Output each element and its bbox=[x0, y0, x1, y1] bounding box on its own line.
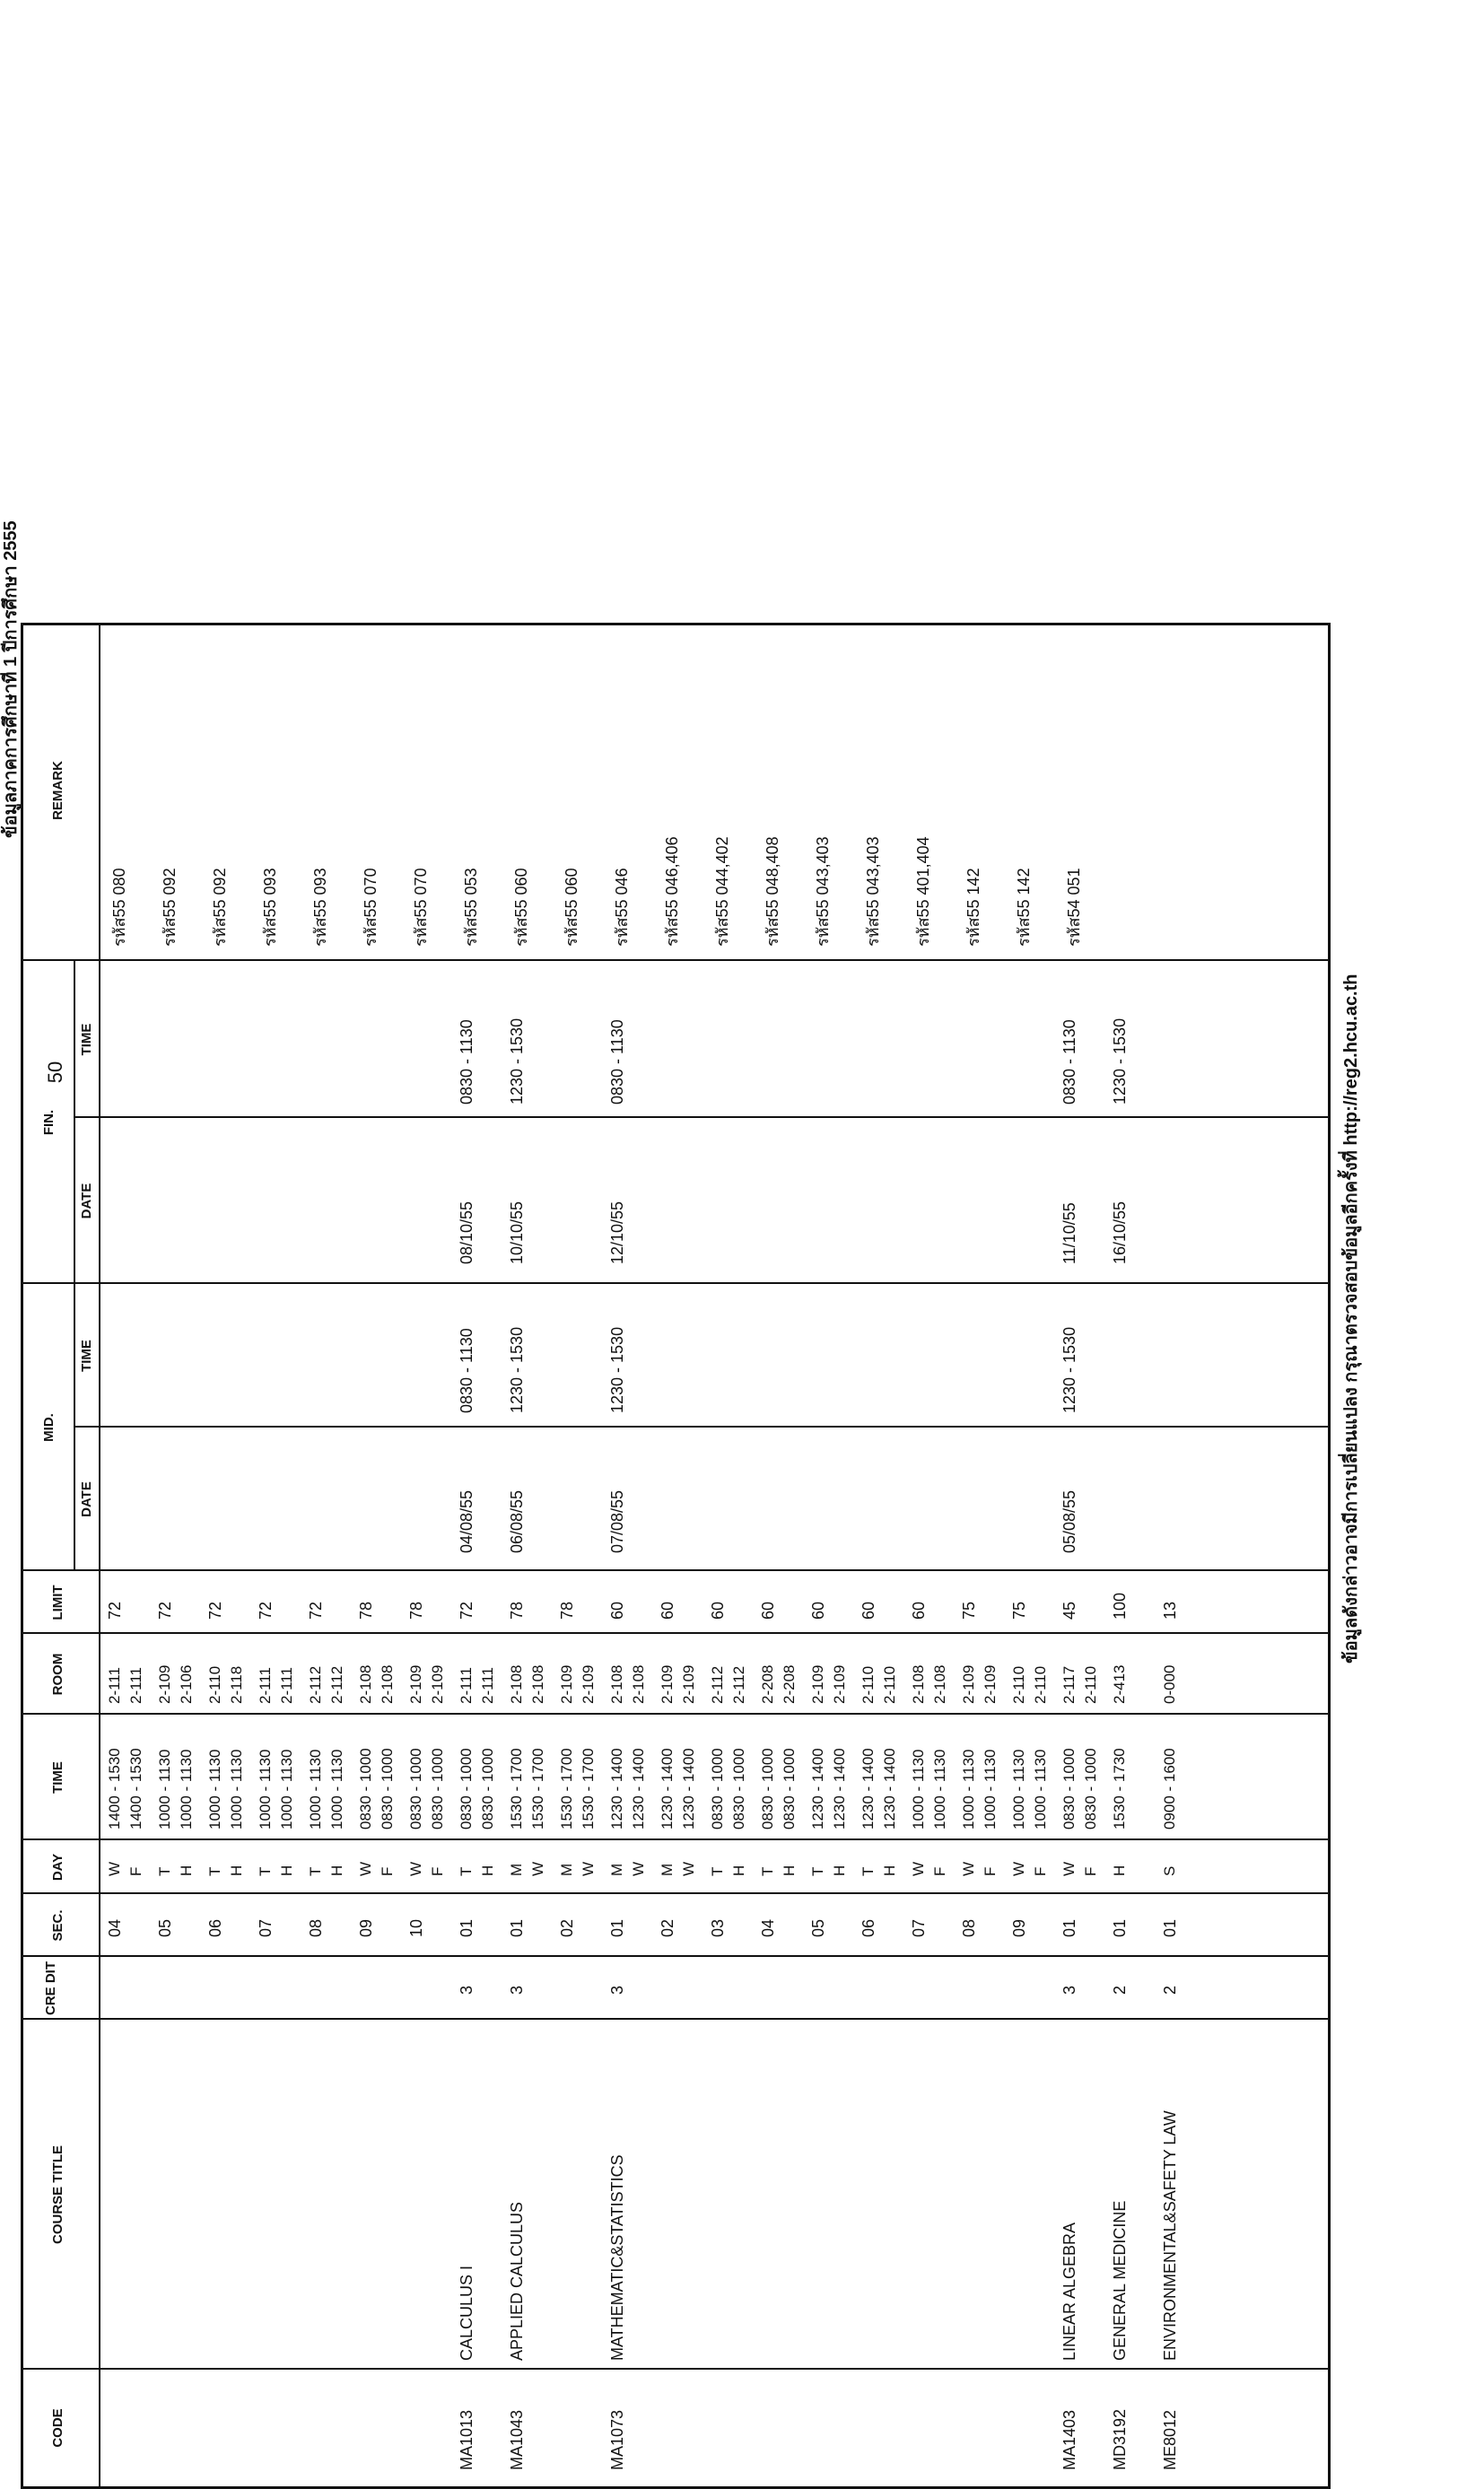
room: 2-108 bbox=[357, 1664, 374, 1704]
class-time: 1000 - 1130 bbox=[982, 1749, 999, 1830]
class-time: 0830 - 1000 bbox=[1082, 1748, 1099, 1830]
section: 10 bbox=[407, 1918, 425, 1937]
limit: 72 bbox=[307, 1601, 325, 1620]
day: T bbox=[860, 1866, 877, 1876]
credit: 3 bbox=[458, 1985, 476, 1995]
section: 05 bbox=[809, 1918, 827, 1937]
room: 2-110 bbox=[1082, 1665, 1099, 1704]
room: 2-117 bbox=[1061, 1665, 1078, 1704]
room: 2-108 bbox=[508, 1664, 525, 1704]
section: 01 bbox=[508, 1918, 526, 1937]
course-title: LINEAR ALGEBRA bbox=[1061, 2222, 1078, 2361]
limit: 72 bbox=[458, 1601, 476, 1620]
day: T bbox=[759, 1866, 776, 1876]
limit: 75 bbox=[960, 1601, 978, 1620]
section: 09 bbox=[357, 1918, 375, 1937]
remark: รหัส55 080 bbox=[110, 868, 128, 947]
day: M bbox=[659, 1863, 676, 1876]
semester-header-note: ข้อมูลภาคการศึกษาที่ 1 ปีการศึกษา 2555 bbox=[1, 520, 21, 838]
remark: รหัส55 092 bbox=[211, 868, 229, 947]
section: 06 bbox=[860, 1918, 877, 1937]
day: T bbox=[709, 1866, 726, 1876]
day: T bbox=[307, 1866, 324, 1876]
section: 09 bbox=[1010, 1918, 1028, 1937]
room: 2-109 bbox=[156, 1664, 173, 1704]
room: 2-108 bbox=[379, 1664, 396, 1704]
section: 02 bbox=[659, 1918, 677, 1937]
fin-date-header: DATE bbox=[79, 1183, 94, 1219]
limit: 78 bbox=[558, 1601, 576, 1620]
remark: รหัส55 043,403 bbox=[814, 836, 832, 947]
limit: 78 bbox=[508, 1601, 526, 1620]
day: T bbox=[458, 1866, 475, 1876]
class-time: 1000 - 1130 bbox=[328, 1749, 345, 1830]
room: 2-109 bbox=[558, 1664, 575, 1704]
class-time: 1000 - 1130 bbox=[1032, 1749, 1049, 1830]
day: W bbox=[106, 1861, 123, 1876]
credit: 3 bbox=[1061, 1985, 1078, 1995]
day: H bbox=[730, 1865, 747, 1876]
room: 2-112 bbox=[328, 1665, 345, 1704]
remark: รหัส55 046,406 bbox=[663, 836, 681, 947]
code-header: CODE bbox=[50, 2408, 65, 2448]
day: H bbox=[328, 1865, 345, 1876]
class-time: 1230 - 1400 bbox=[680, 1748, 697, 1830]
class-time: 1000 - 1130 bbox=[307, 1749, 324, 1830]
course-code: ME8012 bbox=[1161, 2409, 1179, 2470]
day: W bbox=[407, 1861, 424, 1876]
room: 2-110 bbox=[206, 1665, 223, 1704]
fin-header: FIN. bbox=[41, 1109, 57, 1136]
mid-time: 1230 - 1530 bbox=[508, 1326, 526, 1413]
class-time: 1000 - 1130 bbox=[178, 1749, 195, 1830]
day: H bbox=[479, 1865, 496, 1876]
day: F bbox=[982, 1866, 999, 1876]
class-time: 1230 - 1400 bbox=[831, 1748, 848, 1830]
class-time: 1230 - 1400 bbox=[659, 1748, 676, 1830]
class-time: 1400 - 1530 bbox=[127, 1748, 144, 1830]
class-time: 1000 - 1130 bbox=[206, 1749, 223, 1830]
limit: 60 bbox=[608, 1601, 626, 1620]
course-title: APPLIED CALCULUS bbox=[508, 2201, 526, 2361]
limit: 60 bbox=[860, 1601, 877, 1620]
course-code: MD3192 bbox=[1111, 2408, 1129, 2470]
limit: 45 bbox=[1061, 1601, 1078, 1620]
room: 2-111 bbox=[106, 1667, 123, 1704]
day: T bbox=[257, 1866, 274, 1876]
day: T bbox=[809, 1866, 826, 1876]
limit: 72 bbox=[206, 1601, 224, 1620]
section: 07 bbox=[257, 1918, 275, 1937]
remark: รหัส55 092 bbox=[161, 868, 179, 947]
course-title: MATHEMATIC&STATISTICS bbox=[608, 2154, 626, 2361]
class-time: 0830 - 1000 bbox=[709, 1748, 726, 1830]
day: W bbox=[960, 1861, 977, 1876]
day: W bbox=[357, 1861, 374, 1876]
class-time: 1000 - 1130 bbox=[257, 1749, 274, 1830]
section: 08 bbox=[307, 1918, 325, 1937]
remark: รหัส55 070 bbox=[412, 868, 430, 947]
course-code: MA1043 bbox=[508, 2409, 526, 2470]
remark: รหัส55 142 bbox=[1015, 868, 1033, 947]
class-time: 1230 - 1400 bbox=[860, 1748, 877, 1830]
schedule-sheet bbox=[1, 520, 1361, 2489]
remark: รหัส55 142 bbox=[965, 868, 982, 947]
mid-time: 1230 - 1530 bbox=[608, 1326, 626, 1413]
fin-time: 1230 - 1530 bbox=[1111, 1017, 1129, 1105]
room: 2-109 bbox=[831, 1664, 848, 1704]
day-header: DAY bbox=[50, 1853, 65, 1882]
limit: 72 bbox=[106, 1601, 124, 1620]
day: S bbox=[1161, 1865, 1178, 1876]
class-time: 1530 - 1700 bbox=[508, 1748, 525, 1830]
day: M bbox=[608, 1863, 625, 1876]
fin-date: 16/10/55 bbox=[1111, 1201, 1129, 1264]
day: W bbox=[580, 1861, 597, 1876]
remark: รหัส55 060 bbox=[512, 868, 530, 947]
fin-time: 0830 - 1130 bbox=[458, 1019, 476, 1105]
section: 01 bbox=[1061, 1918, 1078, 1937]
course-code: MA1403 bbox=[1061, 2409, 1078, 2470]
course-title-header: COURSE TITLE bbox=[50, 2145, 65, 2245]
section: 01 bbox=[608, 1918, 626, 1937]
limit: 72 bbox=[156, 1601, 174, 1620]
room: 2-109 bbox=[429, 1664, 446, 1704]
room: 2-413 bbox=[1111, 1664, 1128, 1704]
mid-time: 1230 - 1530 bbox=[1061, 1326, 1078, 1413]
section: 01 bbox=[458, 1918, 476, 1937]
room: 2-110 bbox=[1032, 1665, 1049, 1704]
class-time: 1000 - 1130 bbox=[931, 1749, 948, 1830]
class-time: 1530 - 1730 bbox=[1111, 1748, 1128, 1830]
day: W bbox=[1010, 1861, 1027, 1876]
limit: 60 bbox=[910, 1601, 928, 1620]
day: W bbox=[630, 1861, 647, 1876]
credit: 2 bbox=[1161, 1985, 1179, 1995]
limit: 13 bbox=[1161, 1601, 1179, 1620]
day: H bbox=[781, 1865, 798, 1876]
course-code: MA1013 bbox=[458, 2409, 476, 2470]
room: 0-000 bbox=[1161, 1664, 1178, 1704]
day: T bbox=[156, 1866, 173, 1876]
class-time: 1230 - 1400 bbox=[608, 1748, 625, 1830]
limit: 72 bbox=[257, 1601, 275, 1620]
fin-date: 11/10/55 bbox=[1061, 1202, 1078, 1264]
room: 2-111 bbox=[278, 1667, 295, 1704]
limit-header: LIMIT bbox=[50, 1585, 65, 1620]
time-header: TIME bbox=[50, 1761, 65, 1794]
remark: รหัส55 048,408 bbox=[764, 836, 781, 947]
limit: 100 bbox=[1111, 1592, 1129, 1620]
room: 2-108 bbox=[529, 1664, 546, 1704]
remark: รหัส55 093 bbox=[261, 868, 279, 947]
limit: 78 bbox=[357, 1601, 375, 1620]
course-title: ENVIRONMENTAL&SAFETY LAW bbox=[1161, 2110, 1179, 2361]
day: F bbox=[379, 1866, 396, 1876]
mid-date: 06/08/55 bbox=[508, 1489, 526, 1553]
class-time: 0830 - 1000 bbox=[479, 1748, 496, 1830]
day: F bbox=[127, 1866, 144, 1876]
room: 2-109 bbox=[680, 1664, 697, 1704]
section: 01 bbox=[1111, 1918, 1129, 1937]
day: H bbox=[228, 1865, 245, 1876]
sec-header: SEC. bbox=[50, 1909, 65, 1942]
fin-date: 12/10/55 bbox=[608, 1201, 626, 1264]
day: W bbox=[680, 1861, 697, 1876]
room: 2-118 bbox=[228, 1665, 245, 1704]
mid-date: 05/08/55 bbox=[1061, 1489, 1078, 1553]
mid-header: MID. bbox=[41, 1413, 57, 1442]
mid-time-header: TIME bbox=[79, 1340, 94, 1372]
remark: รหัส55 044,402 bbox=[713, 836, 731, 947]
limit: 60 bbox=[659, 1601, 677, 1620]
class-time: 1000 - 1130 bbox=[960, 1749, 977, 1830]
room: 2-109 bbox=[659, 1664, 676, 1704]
footer-note: ข้อมูลดังกล่าวอาจมีการเปลี่ยนแปลง กรุณาตรวจสอบข้อมูลอีกครั้งที่ http://reg2.hcu.ac.th bbox=[1341, 974, 1361, 1664]
class-time: 0900 - 1600 bbox=[1161, 1748, 1178, 1830]
section: 01 bbox=[1161, 1918, 1179, 1937]
course-code: MA1073 bbox=[608, 2409, 626, 2470]
room: 2-108 bbox=[910, 1664, 927, 1704]
credit: 3 bbox=[608, 1985, 626, 1995]
fin-time: 0830 - 1130 bbox=[608, 1019, 626, 1105]
limit: 60 bbox=[759, 1601, 777, 1620]
page-number: 50 bbox=[44, 1061, 67, 1084]
class-time: 1230 - 1400 bbox=[881, 1748, 898, 1830]
room: 2-108 bbox=[608, 1664, 625, 1704]
remark: รหัส55 401,404 bbox=[914, 836, 932, 947]
section: 02 bbox=[558, 1918, 576, 1937]
room: 2-110 bbox=[860, 1665, 877, 1704]
fin-time-header: TIME bbox=[79, 1023, 94, 1056]
day: W bbox=[1061, 1861, 1078, 1876]
room: 2-108 bbox=[931, 1664, 948, 1704]
room: 2-109 bbox=[960, 1664, 977, 1704]
course-title: GENERAL MEDICINE bbox=[1111, 2200, 1129, 2361]
day: H bbox=[831, 1865, 848, 1876]
day: F bbox=[1082, 1866, 1099, 1876]
room: 2-111 bbox=[257, 1667, 274, 1704]
course-title: CALCULUS I bbox=[458, 2265, 476, 2361]
fin-date: 08/10/55 bbox=[458, 1201, 476, 1264]
day: H bbox=[178, 1865, 195, 1876]
remark: รหัส55 070 bbox=[362, 868, 380, 947]
day: H bbox=[1111, 1865, 1128, 1876]
section: 03 bbox=[709, 1918, 727, 1937]
section: 08 bbox=[960, 1918, 978, 1937]
class-time: 0830 - 1000 bbox=[1061, 1748, 1078, 1830]
class-time: 1530 - 1700 bbox=[580, 1748, 597, 1830]
class-time: 0830 - 1000 bbox=[730, 1748, 747, 1830]
room: 2-109 bbox=[580, 1664, 597, 1704]
mid-date: 07/08/55 bbox=[608, 1489, 626, 1553]
room: 2-112 bbox=[730, 1665, 747, 1704]
limit: 75 bbox=[1010, 1601, 1028, 1620]
remark: รหัส55 046 bbox=[613, 868, 631, 947]
limit: 60 bbox=[809, 1601, 827, 1620]
class-time: 1230 - 1400 bbox=[630, 1748, 647, 1830]
section: 05 bbox=[156, 1918, 174, 1937]
mid-date: 04/08/55 bbox=[458, 1489, 476, 1553]
room: 2-111 bbox=[458, 1667, 475, 1704]
credit: 2 bbox=[1111, 1985, 1129, 1995]
day: T bbox=[206, 1866, 223, 1876]
credit: 3 bbox=[508, 1985, 526, 1995]
room: 2-110 bbox=[881, 1665, 898, 1704]
credit-header: CRE DIT bbox=[43, 1961, 58, 2015]
room: 2-109 bbox=[809, 1664, 826, 1704]
class-time: 0830 - 1000 bbox=[379, 1748, 396, 1830]
class-time: 0830 - 1000 bbox=[759, 1748, 776, 1830]
class-time: 1000 - 1130 bbox=[910, 1749, 927, 1830]
day: F bbox=[931, 1866, 948, 1876]
section: 04 bbox=[106, 1918, 124, 1937]
remark-header: REMARK bbox=[50, 761, 65, 820]
room: 2-109 bbox=[407, 1664, 424, 1704]
class-time: 0830 - 1000 bbox=[407, 1748, 424, 1830]
day: M bbox=[558, 1863, 575, 1876]
room: 2-111 bbox=[479, 1667, 496, 1704]
mid-time: 0830 - 1130 bbox=[458, 1328, 476, 1413]
class-time: 1000 - 1130 bbox=[278, 1749, 295, 1830]
day: F bbox=[429, 1866, 446, 1876]
room: 2-111 bbox=[127, 1667, 144, 1704]
mid-date-header: DATE bbox=[79, 1481, 94, 1517]
room: 2-208 bbox=[759, 1664, 776, 1704]
day: F bbox=[1032, 1866, 1049, 1876]
schedule-table bbox=[21, 623, 1331, 2489]
room: 2-112 bbox=[709, 1665, 726, 1704]
day: M bbox=[508, 1863, 525, 1876]
class-time: 0830 - 1000 bbox=[781, 1748, 798, 1830]
class-time: 1400 - 1530 bbox=[106, 1748, 123, 1830]
room: 2-208 bbox=[781, 1664, 798, 1704]
section: 06 bbox=[206, 1918, 224, 1937]
remark: รหัส54 051 bbox=[1065, 868, 1083, 947]
remark: รหัส55 043,403 bbox=[864, 836, 882, 947]
day: H bbox=[881, 1865, 898, 1876]
class-time: 1530 - 1700 bbox=[558, 1748, 575, 1830]
class-time: 1000 - 1130 bbox=[1010, 1749, 1027, 1830]
day: W bbox=[910, 1861, 927, 1876]
limit: 78 bbox=[407, 1601, 425, 1620]
remark: รหัส55 053 bbox=[462, 868, 480, 947]
room: 2-106 bbox=[178, 1664, 195, 1704]
class-time: 1000 - 1130 bbox=[156, 1749, 173, 1830]
room: 2-108 bbox=[630, 1664, 647, 1704]
room: 2-112 bbox=[307, 1665, 324, 1704]
section: 04 bbox=[759, 1918, 777, 1937]
day: H bbox=[278, 1865, 295, 1876]
class-time: 0830 - 1000 bbox=[458, 1748, 475, 1830]
remark: รหัส55 060 bbox=[563, 868, 581, 947]
remark: รหัส55 093 bbox=[311, 868, 329, 947]
room: 2-110 bbox=[1010, 1665, 1027, 1704]
class-time: 0830 - 1000 bbox=[429, 1748, 446, 1830]
class-time: 1230 - 1400 bbox=[809, 1748, 826, 1830]
fin-date: 10/10/55 bbox=[508, 1201, 526, 1264]
section: 07 bbox=[910, 1918, 928, 1937]
room-header: ROOM bbox=[50, 1653, 65, 1696]
limit: 60 bbox=[709, 1601, 727, 1620]
fin-time: 1230 - 1530 bbox=[508, 1017, 526, 1105]
fin-time: 0830 - 1130 bbox=[1061, 1019, 1078, 1105]
class-time: 1000 - 1130 bbox=[228, 1749, 245, 1830]
day: W bbox=[529, 1861, 546, 1876]
class-time: 1530 - 1700 bbox=[529, 1748, 546, 1830]
class-time: 0830 - 1000 bbox=[357, 1748, 374, 1830]
room: 2-109 bbox=[982, 1664, 999, 1704]
